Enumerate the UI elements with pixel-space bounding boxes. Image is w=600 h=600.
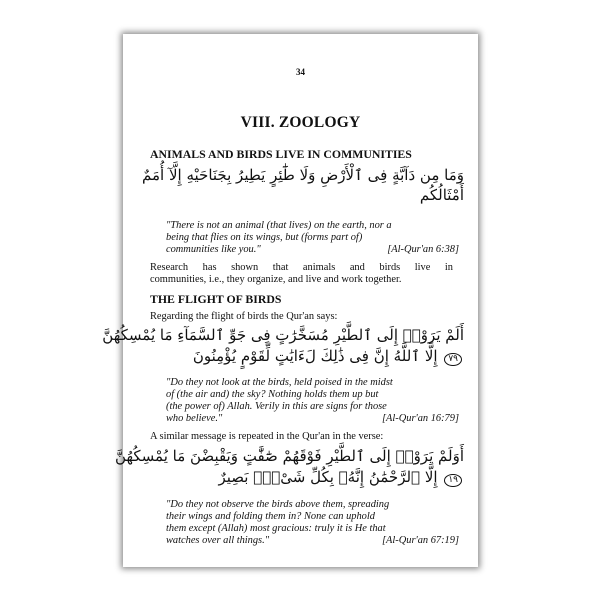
quran-reference: [Al-Qur'an 16:79] <box>382 413 459 424</box>
arabic-verse-line <box>193 347 464 366</box>
section-heading-flight: THE FLIGHT OF BIRDS <box>150 292 282 306</box>
section-heading-communities: ANIMALS AND BIRDS LIVE IN COMMUNITIES <box>150 147 412 161</box>
quran-reference: [Al-Qur'an 6:38] <box>387 244 459 255</box>
quote-line: them except (Allah) most gracious: truly it is He that <box>166 523 386 534</box>
quote-line: "Do they not observe the birds above them, spreading <box>166 499 390 510</box>
arabic-verse-text: إِلَّا ٱللَّهُ إِنَّ فِى ذَٰلِكَ لَءَايَٰتٍ لِّقَوْمٍ يُؤْمِنُونَ <box>192 347 438 365</box>
arabic-verse-text: إِلَّا ٱلرَّحْمَٰنُ إِنَّهُۥ بِكُلِّ شَىْءٍۭ بَصِيرٌ <box>218 468 438 486</box>
quote-line: being that flies on its wings, but (forms part of) <box>166 232 363 243</box>
quote-line: communities like you." <box>166 244 261 255</box>
quote-line: "Do they not look at the birds, held poised in the midst <box>166 377 393 388</box>
ayah-number-mark: ١٩ <box>444 474 462 487</box>
arabic-verse-line: أَوَلَمْ يَرَوْا۟ إِلَى ٱلطَّيْرِ فَوْقَهُمْ صَٰٓفَّٰتٍ وَيَقْبِضْنَ مَا يُمْسِكُهُنَّ <box>115 447 464 465</box>
arabic-verse-line: أَمْثَالُكُم <box>419 186 464 204</box>
quote-line: their wings and folding them in? None can uphold <box>166 511 375 522</box>
arabic-verse-line: أَلَمْ يَرَوْا۟ إِلَى ٱلطَّيْرِ مُسَخَّرَٰتٍ فِى جَوِّ ٱلسَّمَآءِ مَا يُمْسِكُهُنَّ <box>102 326 464 344</box>
page-number: 34 <box>296 67 305 77</box>
quote-line: who believe." <box>166 413 223 424</box>
quran-reference: [Al-Qur'an 67:19] <box>382 535 459 546</box>
quote-line: of (the air and) the sky? Nothing holds them up but <box>166 389 379 400</box>
quote-line: watches over all things." <box>166 535 270 546</box>
quote-line: (the power of) Allah. Verily in this are signs for those <box>166 401 387 412</box>
body-line: Research has shown that animals and birds live in <box>150 262 453 273</box>
arabic-verse-line <box>219 468 465 487</box>
body-line: communities, i.e., they organize, and live and work together. <box>150 274 402 285</box>
transition-line: A similar message is repeated in the Qur'an in the verse: <box>150 431 384 442</box>
arabic-verse-line: وَمَا مِن دَآبَّةٍ فِى ٱلْأَرْضِ وَلَا طَٰٓئِرٍ يَطِيرُ بِجَنَاحَيْهِ إِلَّآ أُمَمٌ <box>142 166 464 184</box>
ayah-number-mark: ٧٩ <box>444 353 462 366</box>
chapter-title: VIII. ZOOLOGY <box>240 114 361 131</box>
book-page <box>102 34 478 567</box>
quote-line: "There is not an animal (that lives) on the earth, nor a <box>166 220 392 231</box>
intro-line: Regarding the flight of birds the Qur'an says: <box>150 311 338 322</box>
